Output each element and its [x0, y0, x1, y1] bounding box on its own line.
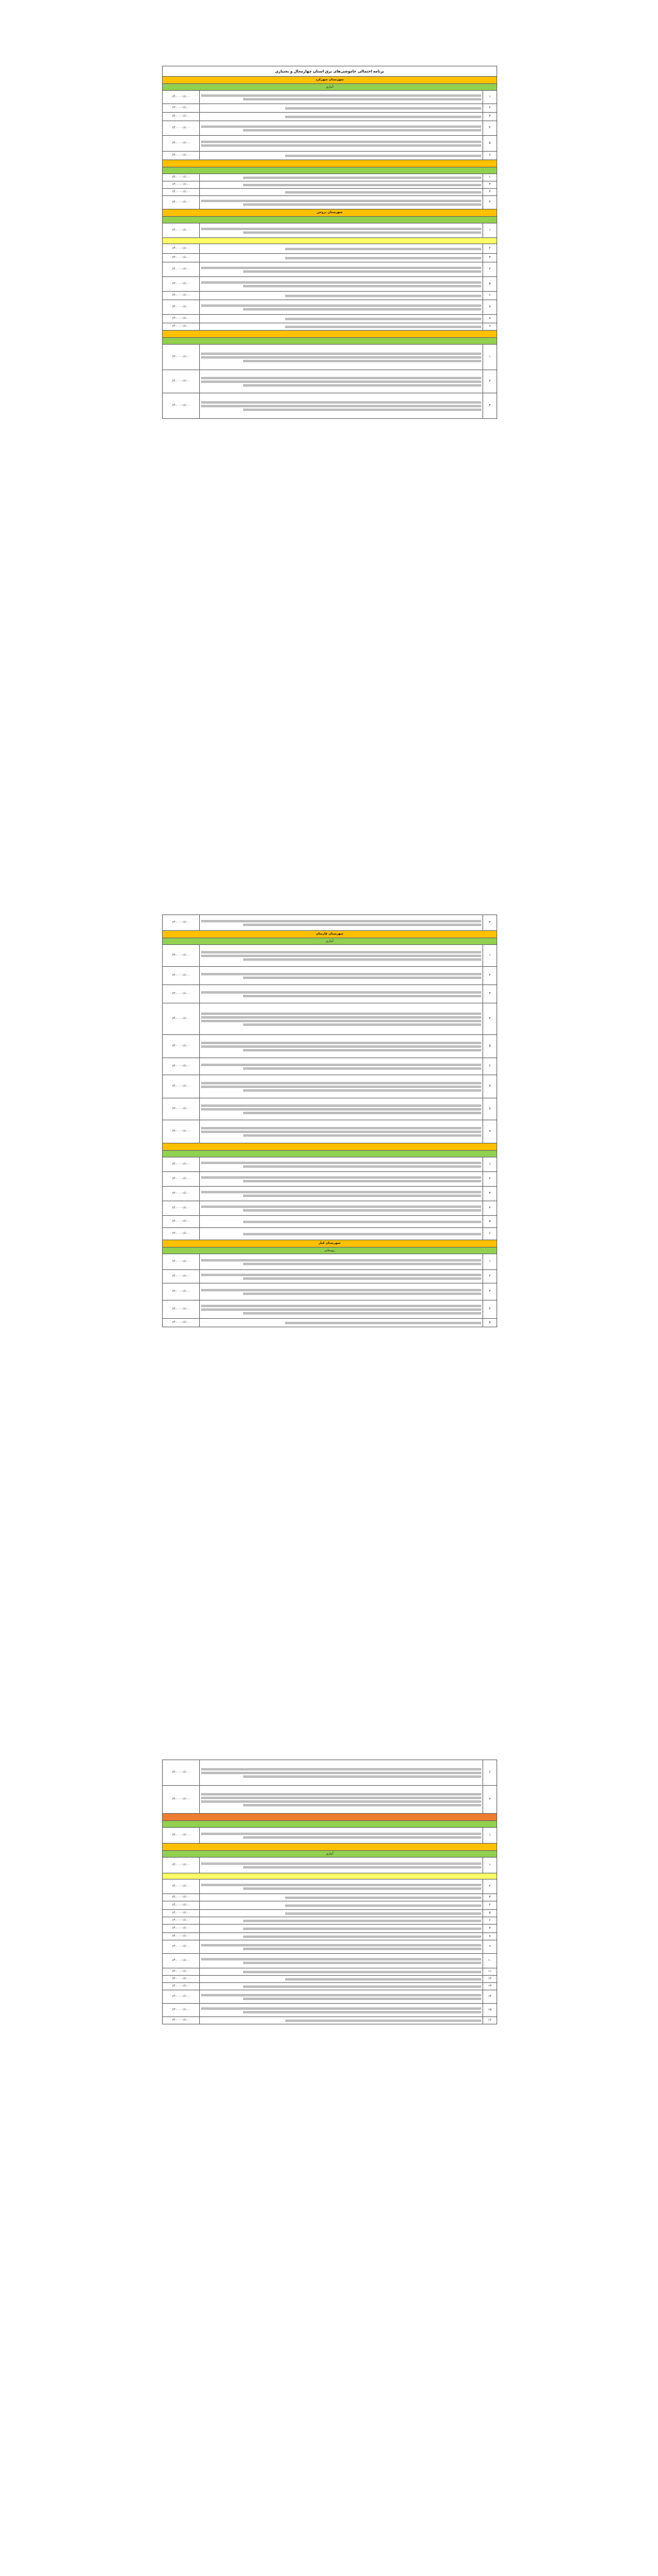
table-row: ۴ ۱۴:۰۰ - ۱۶:۰۰	[163, 1300, 497, 1319]
section-header: آبیاری	[163, 938, 497, 945]
table-row: ۳ ۱۴:۰۰ - ۱۶:۰۰	[163, 189, 497, 196]
schedule-table	[162, 914, 497, 1327]
table-row: ۱ ۱۴:۰۰ - ۱۶:۰۰	[163, 174, 497, 181]
table-row: ۱ ۱۴:۰۰ - ۱۶:۰۰	[163, 1157, 497, 1172]
table-row: ۲ ۱۴:۰۰ - ۱۶:۰۰	[163, 244, 497, 254]
table-row: ۱ ۱۴:۰۰ - ۱۶:۰۰	[163, 1254, 497, 1270]
table-row: ۱۲ ۱۴:۰۰ - ۱۶:۰۰	[163, 1976, 497, 1983]
table-row: ۶ ۱۴:۰۰ - ۱۶:۰۰	[163, 1228, 497, 1240]
table-row: ۱۵ ۱۴:۰۰ - ۱۶:۰۰	[163, 2004, 497, 2017]
section-header: آبیاری	[163, 1851, 497, 1858]
section-header: روستایی	[163, 1248, 497, 1254]
county-header: شهرستان فارسان	[163, 931, 497, 938]
table-row: ۳ ۱۴:۰۰ - ۱۶:۰۰	[163, 113, 497, 121]
document-page-1	[162, 66, 497, 419]
table-row: ۶ ۱۴:۰۰ - ۱۶:۰۰	[163, 1058, 497, 1075]
table-row: ۳ ۱۴:۰۰ - ۱۶:۰۰	[163, 254, 497, 262]
county-header: شهرستان کیار	[163, 1240, 497, 1248]
table-row: ۴ ۱۴:۰۰ - ۱۶:۰۰	[163, 1003, 497, 1035]
table-row: ۲ ۱۴:۰۰ - ۱۶:۰۰	[163, 1270, 497, 1283]
table-row: ۸ ۱۴:۰۰ - ۱۶:۰۰	[163, 1933, 497, 1940]
table-row: ۵ ۱۴:۰۰ - ۱۶:۰۰	[163, 1035, 497, 1058]
table-row: ۴ ۱۴:۰۰ - ۱۶:۰۰	[163, 915, 497, 931]
schedule-table	[162, 1760, 497, 2024]
table-row: ۱ ۱۴:۰۰ - ۱۶:۰۰	[163, 945, 497, 967]
table-row: ۹ ۱۴:۰۰ - ۱۶:۰۰	[163, 1120, 497, 1143]
table-row: ۱۱ ۱۴:۰۰ - ۱۶:۰۰	[163, 1968, 497, 1976]
table-row: ۶ ۱۴:۰۰ - ۱۶:۰۰	[163, 1917, 497, 1925]
table-row: ۲ ۱۴:۰۰ - ۱۶:۰۰	[163, 104, 497, 113]
table-row: ۸ ۱۴:۰۰ - ۱۶:۰۰	[163, 315, 497, 323]
table-row: ۲ ۱۴:۰۰ - ۱۶:۰۰	[163, 181, 497, 189]
table-row: ۶ ۱۴:۰۰ - ۱۶:۰۰	[163, 1760, 497, 1786]
table-row: ۷ ۱۴:۰۰ - ۱۶:۰۰	[163, 1925, 497, 1933]
table-row: ۵ ۱۴:۰۰ - ۱۶:۰۰	[163, 1910, 497, 1917]
table-row: ۳ ۱۴:۰۰ - ۱۶:۰۰	[163, 393, 497, 419]
county-header: شهرستان شهرکرد	[163, 77, 497, 84]
table-row: ۴ ۱۴:۰۰ - ۱۶:۰۰	[163, 1201, 497, 1216]
table-row: ۱ ۱۴:۰۰ - ۱۶:۰۰	[163, 91, 497, 104]
table-row: ۷ ۱۴:۰۰ - ۱۶:۰۰	[163, 1786, 497, 1814]
document-page-2	[162, 914, 497, 1327]
table-row: ۹ ۱۴:۰۰ - ۱۶:۰۰	[163, 323, 497, 331]
county-header: شهرستان بروجن	[163, 209, 497, 217]
table-row: ۱۴ ۱۴:۰۰ - ۱۶:۰۰	[163, 1990, 497, 2004]
table-row: ۵ ۱۴:۰۰ - ۱۶:۰۰	[163, 1319, 497, 1327]
table-row: ۱ ۱۴:۰۰ - ۱۶:۰۰	[163, 345, 497, 370]
table-row: ۸ ۱۴:۰۰ - ۱۶:۰۰	[163, 1098, 497, 1120]
table-row: ۱۳ ۱۴:۰۰ - ۱۶:۰۰	[163, 1983, 497, 1990]
table-row: ۶ ۱۴:۰۰ - ۱۶:۰۰	[163, 152, 497, 160]
table-row: ۴ ۱۴:۰۰ - ۱۶:۰۰	[163, 262, 497, 277]
table-row: ۳ ۱۴:۰۰ - ۱۶:۰۰	[163, 1283, 497, 1300]
document-title: برنامه احتمالی خاموشی‌های برق استان چهارمحال و بختیاری	[163, 66, 497, 77]
table-row: ۱ ۱۴:۰۰ - ۱۶:۰۰	[163, 1858, 497, 1873]
table-row: ۷ ۱۴:۰۰ - ۱۶:۰۰	[163, 1075, 497, 1098]
table-row: ۲ ۱۴:۰۰ - ۱۶:۰۰	[163, 1879, 497, 1894]
schedule-table	[162, 66, 497, 419]
table-row: ۱ ۱۴:۰۰ - ۱۶:۰۰	[163, 1828, 497, 1844]
table-row: ۶ ۱۴:۰۰ - ۱۶:۰۰	[163, 292, 497, 300]
table-row: ۲ ۱۴:۰۰ - ۱۶:۰۰	[163, 967, 497, 985]
table-row: ۳ ۱۴:۰۰ - ۱۶:۰۰	[163, 1187, 497, 1201]
table-row: ۵ ۱۴:۰۰ - ۱۶:۰۰	[163, 277, 497, 292]
table-row: ۱ ۱۴:۰۰ - ۱۶:۰۰	[163, 223, 497, 238]
table-row: ۱۰ ۱۴:۰۰ - ۱۶:۰۰	[163, 1954, 497, 1968]
table-row: ۴ ۱۴:۰۰ - ۱۶:۰۰	[163, 121, 497, 136]
table-row: ۹ ۱۴:۰۰ - ۱۶:۰۰	[163, 1940, 497, 1954]
table-row: ۵ ۱۴:۰۰ - ۱۶:۰۰	[163, 136, 497, 152]
table-row: ۲ ۱۴:۰۰ - ۱۶:۰۰	[163, 370, 497, 393]
table-row: ۴ ۱۴:۰۰ - ۱۶:۰۰	[163, 196, 497, 209]
table-row: ۲ ۱۴:۰۰ - ۱۶:۰۰	[163, 1172, 497, 1187]
table-row: ۷ ۱۴:۰۰ - ۱۶:۰۰	[163, 300, 497, 315]
document-page-3	[162, 1760, 497, 2024]
table-row: ۳ ۱۴:۰۰ - ۱۶:۰۰	[163, 1894, 497, 1901]
table-row: ۴ ۱۴:۰۰ - ۱۶:۰۰	[163, 1901, 497, 1910]
section-header: آبیاری	[163, 84, 497, 91]
table-row: ۱۶ ۱۴:۰۰ - ۱۶:۰۰	[163, 2017, 497, 2024]
table-row: ۳ ۱۴:۰۰ - ۱۶:۰۰	[163, 985, 497, 1003]
table-row: ۵ ۱۴:۰۰ - ۱۶:۰۰	[163, 1216, 497, 1228]
